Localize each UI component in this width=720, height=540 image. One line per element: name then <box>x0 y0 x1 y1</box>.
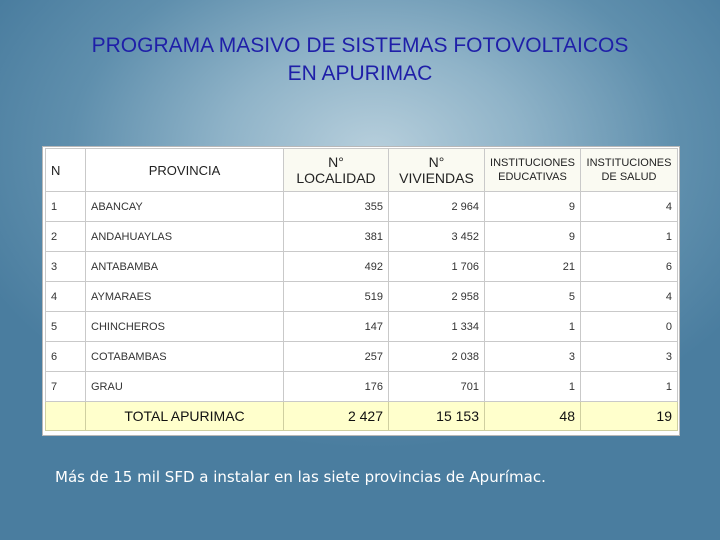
cell-localidad: 355 <box>284 192 389 222</box>
cell-educ: 5 <box>485 282 581 312</box>
cell-educ: 9 <box>485 192 581 222</box>
cell-viviendas: 3 452 <box>389 222 485 252</box>
total-label: TOTAL APURIMAC <box>86 402 284 431</box>
cell-salud: 3 <box>581 342 678 372</box>
cell-localidad: 147 <box>284 312 389 342</box>
cell-educ: 21 <box>485 252 581 282</box>
cell-salud: 1 <box>581 372 678 402</box>
footnote: Más de 15 mil SFD a instalar en las siete provincias de Apurímac. <box>55 468 546 486</box>
cell-educ: 1 <box>485 312 581 342</box>
table-row <box>46 222 678 252</box>
cell-provincia: ABANCAY <box>86 192 284 222</box>
table-row <box>46 282 678 312</box>
cell-educ: 9 <box>485 222 581 252</box>
cell-localidad: 176 <box>284 372 389 402</box>
cell-localidad: 257 <box>284 342 389 372</box>
cell-viviendas: 2 964 <box>389 192 485 222</box>
header-instituciones-salud: INSTITUCIONES DE SALUD <box>581 149 678 192</box>
cell-n: 2 <box>46 222 86 252</box>
cell-localidad: 381 <box>284 222 389 252</box>
cell-provincia: CHINCHEROS <box>86 312 284 342</box>
cell-n: 3 <box>46 252 86 282</box>
cell-provincia: AYMARAES <box>86 282 284 312</box>
provinces-table <box>45 148 678 431</box>
table-row <box>46 312 678 342</box>
header-localidad: N° LOCALIDAD <box>284 149 389 192</box>
cell-viviendas: 1 334 <box>389 312 485 342</box>
cell-provincia: COTABAMBAS <box>86 342 284 372</box>
table-row <box>46 342 678 372</box>
cell-viviendas: 2 958 <box>389 282 485 312</box>
table-header-row <box>46 149 678 192</box>
total-empty-cell <box>46 402 86 431</box>
cell-n: 5 <box>46 312 86 342</box>
cell-n: 4 <box>46 282 86 312</box>
title-line-2: EN APURIMAC <box>287 62 433 85</box>
total-salud: 19 <box>581 402 678 431</box>
table-row <box>46 192 678 222</box>
cell-salud: 4 <box>581 282 678 312</box>
table-row <box>46 252 678 282</box>
cell-salud: 6 <box>581 252 678 282</box>
cell-localidad: 519 <box>284 282 389 312</box>
cell-salud: 0 <box>581 312 678 342</box>
cell-n: 7 <box>46 372 86 402</box>
cell-salud: 1 <box>581 222 678 252</box>
cell-localidad: 492 <box>284 252 389 282</box>
cell-n: 1 <box>46 192 86 222</box>
cell-provincia: GRAU <box>86 372 284 402</box>
cell-n: 6 <box>46 342 86 372</box>
total-localidad: 2 427 <box>284 402 389 431</box>
cell-provincia: ANTABAMBA <box>86 252 284 282</box>
table-body <box>46 192 678 402</box>
cell-viviendas: 2 038 <box>389 342 485 372</box>
cell-viviendas: 1 706 <box>389 252 485 282</box>
header-instituciones-educativas: INSTITUCIONES EDUCATIVAS <box>485 149 581 192</box>
cell-viviendas: 701 <box>389 372 485 402</box>
total-viviendas: 15 153 <box>389 402 485 431</box>
cell-provincia: ANDAHUAYLAS <box>86 222 284 252</box>
cell-salud: 4 <box>581 192 678 222</box>
title-line-1: PROGRAMA MASIVO DE SISTEMAS FOTOVOLTAICOS <box>91 34 629 57</box>
table-row <box>46 372 678 402</box>
total-row <box>46 402 678 431</box>
slide-title <box>0 32 720 88</box>
header-provincia: PROVINCIA <box>86 149 284 192</box>
header-viviendas: N° VIVIENDAS <box>389 149 485 192</box>
total-educ: 48 <box>485 402 581 431</box>
cell-educ: 1 <box>485 372 581 402</box>
header-n: N <box>46 149 86 192</box>
cell-educ: 3 <box>485 342 581 372</box>
